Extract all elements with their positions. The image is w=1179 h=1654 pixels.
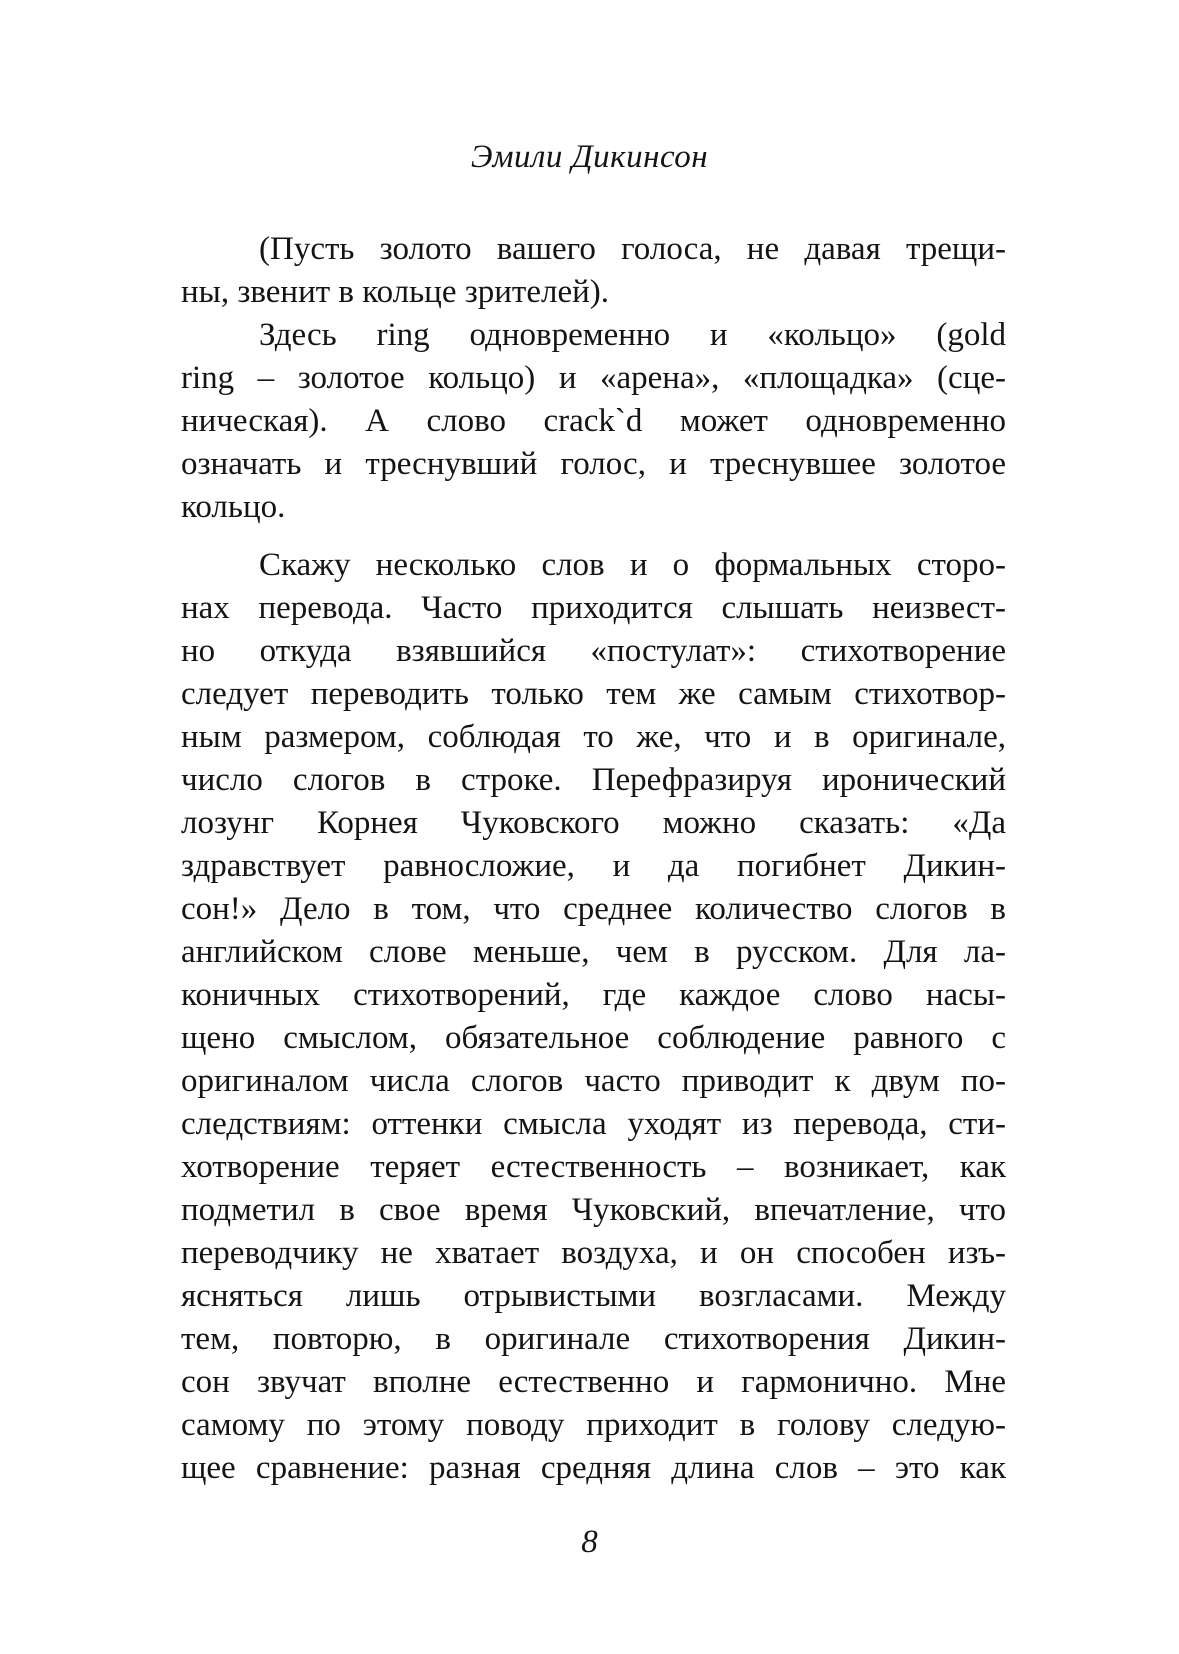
text-line: переводчику не хватает воздуха, и он способен изъ-: [181, 1235, 1006, 1271]
text-line: (Пусть золото вашего голоса, не давая трещи-: [259, 231, 1006, 267]
text-line: ническая). А слово crack`d может одновременно: [181, 403, 1006, 439]
text-line: нах перевода. Часто приходится слышать неизвест-: [181, 590, 1006, 626]
text-line: кольцо.: [181, 489, 286, 525]
text-line: щее сравнение: разная средняя длина слов – это как: [181, 1450, 1006, 1486]
text-line: хотворение теряет естественность – возникает, как: [181, 1149, 1006, 1185]
text-line: ясняться лишь отрывистыми возгласами. Между: [181, 1278, 1006, 1314]
text-line: тем, повторю, в оригинале стихотворения Дикин-: [181, 1321, 1006, 1357]
text-line: здравствует равносложие, и да погибнет Дикин-: [181, 848, 1006, 884]
text-line: коничных стихотворений, где каждое слово насы-: [181, 977, 1006, 1013]
text-line: ны, звенит в кольце зрителей).: [181, 274, 610, 310]
text-line: сон звучат вполне естественно и гармонично. Мне: [181, 1364, 1006, 1400]
running-header: Эмили Дикинсон: [470, 139, 709, 175]
text-line: Здесь ring одновременно и «кольцо» (gold: [259, 317, 1006, 353]
text-line: но откуда взявшийся «постулат»: стихотворение: [181, 633, 1006, 669]
text-line: Скажу несколько слов и о формальных сторо-: [259, 547, 1006, 583]
paragraph-1: [181, 228, 1006, 314]
text-line: самому по этому поводу приходит в голову следую-: [181, 1407, 1006, 1443]
text-line: подметил в свое время Чуковский, впечатление, что: [181, 1192, 1006, 1228]
paragraph-3: [181, 544, 1006, 1490]
text-line: означать и треснувший голос, и треснувшее золотое: [181, 446, 1006, 482]
text-line: число слогов в строке. Перефразируя иронический: [181, 762, 1006, 798]
page-number: 8: [581, 1524, 598, 1560]
text-line: оригиналом числа слогов часто приводит к двум по-: [181, 1063, 1006, 1099]
text-line: следует переводить только тем же самым стихотвор-: [181, 676, 1006, 712]
paragraph-2: [181, 314, 1006, 529]
text-line: сон!» Дело в том, что среднее количество слогов в: [181, 891, 1006, 927]
text-line: лозунг Корнея Чуковского можно сказать: «Да: [181, 805, 1006, 841]
text-line: следствиям: оттенки смысла уходят из перевода, сти-: [181, 1106, 1006, 1142]
text-line: щено смыслом, обязательное соблюдение равного с: [181, 1020, 1006, 1056]
body-text: [181, 228, 1006, 1490]
text-line: ным размером, соблюдая то же, что и в оригинале,: [181, 719, 1006, 755]
text-line: английском слове меньше, чем в русском. Для ла-: [181, 934, 1006, 970]
text-line: ring – золотое кольцо) и «арена», «площадка» (сце-: [181, 360, 1006, 396]
